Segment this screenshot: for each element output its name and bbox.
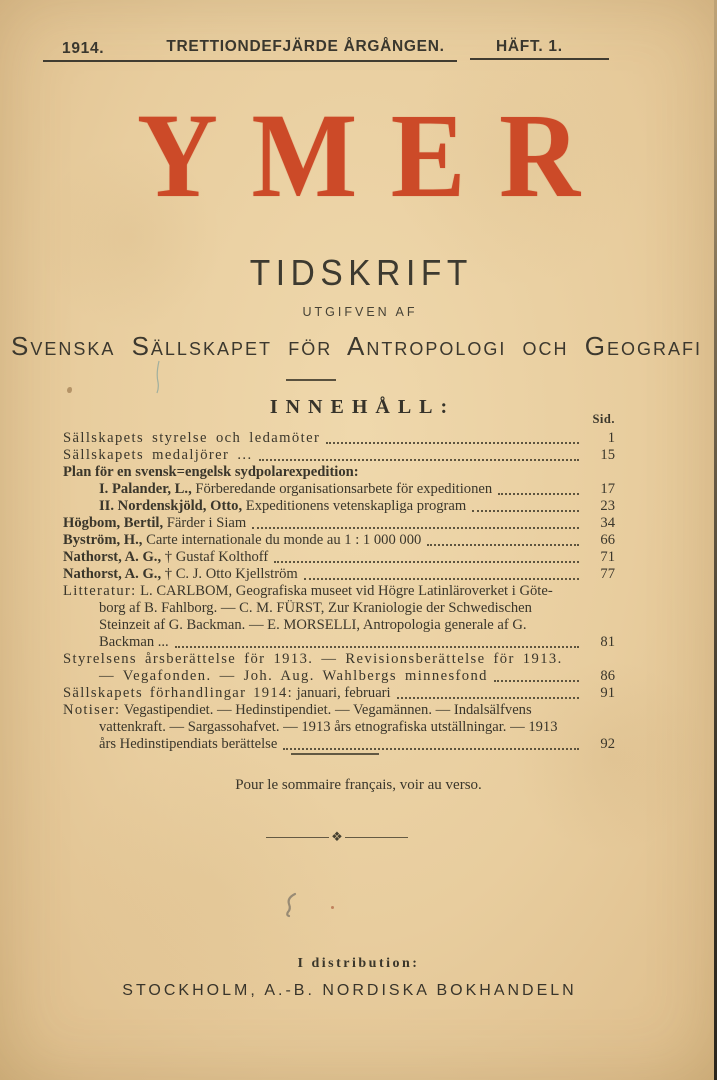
dotted-leader [397, 697, 579, 699]
header-rule-right [470, 58, 609, 60]
ink-speck [67, 387, 72, 393]
toc-entry-lead: Nathorst, A. G., [63, 549, 162, 565]
dotted-leader [326, 442, 579, 444]
toc-entry-text: års Hedinstipendiats berättelse [99, 736, 278, 752]
toc-page-number: 91 [600, 685, 615, 701]
toc-entry-text: L. CARLBOM, Geografiska museet vid Högre Latinläroverket i Göte- [136, 583, 553, 599]
toc-entry-text: Förberedande organisationsarbete för expeditionen [191, 481, 493, 497]
ornament-divider [266, 831, 408, 844]
page-column-label: Sid. [592, 412, 615, 426]
toc-entry-text: Carte internationale du monde au 1 : 1 000 000 [142, 532, 422, 548]
dotted-leader [494, 680, 579, 682]
toc-entry-text: januari, februari [292, 685, 391, 701]
society-name: Svenska Sällskapet för Antropologi och Geografi [10, 331, 703, 361]
toc-line [63, 634, 615, 651]
divider-rule [291, 753, 379, 755]
distribution-label: I distribution: [297, 956, 420, 971]
header-rule-left [43, 60, 457, 62]
toc-entry-lead: Högbom, Bertil, [63, 515, 164, 531]
toc-line [63, 481, 615, 498]
toc-entry-lead: I. Palander, L., [99, 481, 192, 497]
blue-scratch-mark [154, 360, 162, 394]
toc-entry-lead: Byström, H., [63, 532, 143, 548]
dotted-leader [427, 544, 579, 546]
toc-entry-text: Sällskapets styrelse och ledamöter [63, 430, 321, 446]
toc-entry-lead: Plan för en svensk=engelsk sydpolarexpedition: [63, 464, 359, 480]
toc-line [63, 464, 615, 481]
toc-page-number: 1 [607, 430, 615, 446]
toc-page-number: 15 [600, 447, 615, 463]
toc-entry-text: borg af B. Fahlborg. — C. M. FÜRST, Zur Kraniologie der Schwedischen [99, 600, 532, 616]
toc-page-number: 86 [600, 668, 615, 684]
distributor-name: STOCKHOLM, A.-B. NORDISKA BOKHANDELN [122, 982, 577, 999]
header-issue: HÄFT. 1. [496, 38, 563, 55]
toc-line [63, 617, 615, 634]
toc-entry-text: Steinzeit af G. Backman. — E. MORSELLI, Antropologia generale af G. [99, 617, 527, 633]
toc-entry-lead: Sällskapets förhandlingar 1914: [63, 685, 293, 701]
toc-entry-lead: Nathorst, A. G., [63, 566, 162, 582]
toc-page-number: 92 [600, 736, 615, 752]
toc-page-number: 66 [600, 532, 615, 548]
toc-entry-text: Backman ... [99, 634, 169, 650]
toc-entry-text: Färder i Siam [163, 515, 247, 531]
society-rule [286, 379, 336, 381]
toc-entry-text: Sällskapets medaljörer ... [63, 447, 253, 463]
dotted-leader [472, 510, 579, 512]
toc-line [63, 566, 615, 583]
toc-line [63, 447, 615, 464]
ink-speck [331, 906, 334, 909]
toc-line [63, 532, 615, 549]
toc-line [63, 600, 615, 617]
published-by-line: UTGIFVEN AF [302, 305, 418, 319]
toc-line [63, 651, 615, 668]
toc-page-number: 81 [600, 634, 615, 650]
toc-entry-text: — Vegafonden. — Joh. Aug. Wahlbergs minnesfond [99, 668, 488, 684]
toc-page-number: 34 [600, 515, 615, 531]
toc-entry-text: vattenkraft. — Sargassohafvet. — 1913 års etnografiska utställningar. — 1913 [99, 719, 558, 735]
toc-line [63, 702, 615, 719]
toc-page-number: 77 [600, 566, 615, 582]
table-of-contents [63, 412, 615, 753]
french-summary-note: Pour le sommaire français, voir au verso. [235, 777, 482, 793]
fleuron-ornament-icon: ❖ [331, 830, 343, 845]
toc-entry-text: Styrelsens årsberättelse för 1913. — Revisionsberättelse för 1913. [63, 651, 563, 667]
toc-line [63, 549, 615, 566]
toc-line [63, 515, 615, 532]
toc-page-number: 71 [600, 549, 615, 565]
journal-subtitle: TIDSKRIFT [249, 252, 473, 293]
toc-entry-lead: II. Nordenskjöld, Otto, [99, 498, 243, 514]
dotted-leader [259, 459, 579, 461]
ornament-line-left [266, 837, 329, 838]
toc-line [63, 583, 615, 600]
toc-line [63, 685, 615, 702]
toc-heading: INNEHÅLL: [269, 396, 456, 418]
toc-line [63, 430, 615, 447]
toc-entry-text: † C. J. Otto Kjellström [161, 566, 298, 582]
ornament-line-right [345, 837, 408, 838]
toc-line [63, 668, 615, 685]
toc-entry-text: † Gustaf Kolthoff [161, 549, 269, 565]
dotted-leader [498, 493, 579, 495]
toc-entry-lead: Litteratur: [63, 583, 137, 599]
toc-entry-text: Vegastipendiet. — Hedinstipendiet. — Vegamännen. — Indalsälfvens [120, 702, 532, 718]
toc-page-number: 17 [600, 481, 615, 497]
toc-line [63, 719, 615, 736]
dotted-leader [274, 561, 579, 563]
toc-entry-lead: Notiser: [63, 702, 121, 718]
dotted-leader [175, 646, 579, 648]
toc-entry-text: Expeditionens vetenskapliga program [242, 498, 467, 514]
pencil-mark [283, 892, 299, 918]
toc-page-number: 23 [600, 498, 615, 514]
header-volume: TRETTIONDEFJÄRDE ÅRGÅNGEN. [166, 38, 445, 55]
toc-line [63, 736, 615, 753]
header-year: 1914. [62, 40, 105, 57]
dotted-leader [252, 527, 579, 529]
journal-title: YMER [137, 89, 614, 223]
dotted-leader [304, 578, 579, 580]
toc-line [63, 498, 615, 515]
dotted-leader [283, 748, 579, 750]
